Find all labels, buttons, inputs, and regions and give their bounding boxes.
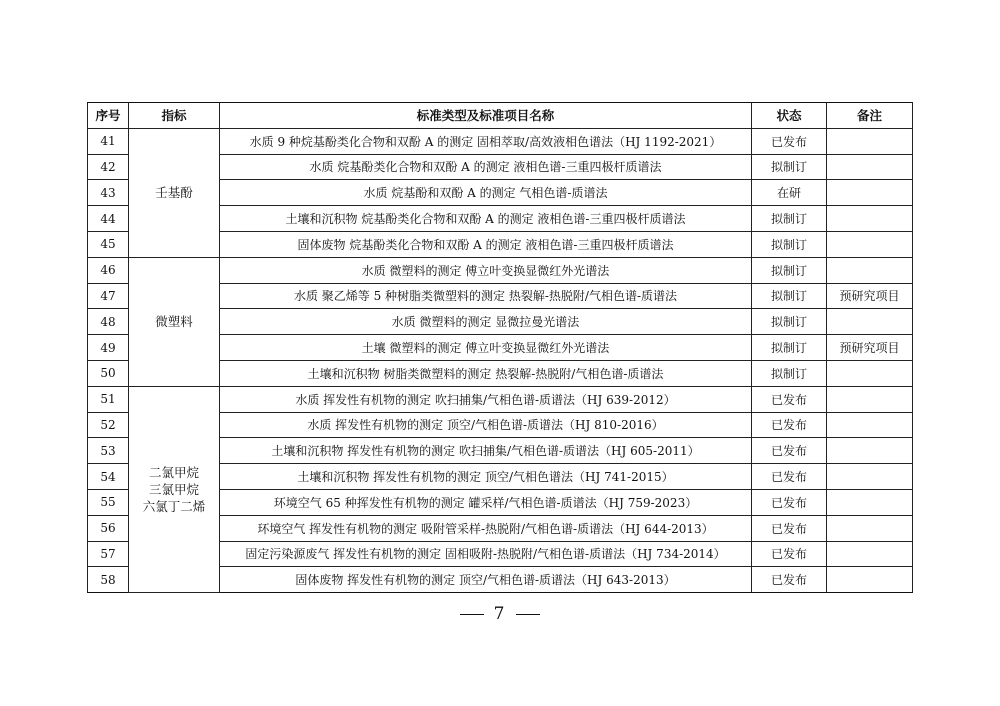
remark: [827, 206, 913, 232]
row-number: 43: [88, 180, 129, 206]
row-number: 45: [88, 231, 129, 257]
status: 已发布: [752, 128, 827, 154]
table-row: [88, 386, 913, 412]
indicator-name: 微塑料: [155, 314, 193, 330]
row-number: 57: [88, 541, 129, 567]
remark: [827, 438, 913, 464]
indicator-cell: [129, 128, 220, 257]
standard-name: 固定污染源废气 挥发性有机物的测定 固相吸附-热脱附/气相色谱-质谱法（HJ 734-2014）: [220, 541, 752, 567]
standard-name: 环境空气 65 种挥发性有机物的测定 罐采样/气相色谱-质谱法（HJ 759-2023）: [220, 489, 752, 515]
header-status: 状态: [752, 103, 827, 129]
table-header: [88, 103, 913, 129]
standard-name: 土壤 微塑料的测定 傅立叶变换显微红外光谱法: [220, 335, 752, 361]
row-number: 52: [88, 412, 129, 438]
indicator-name: 壬基酚: [155, 185, 193, 201]
status: 拟制订: [752, 283, 827, 309]
page-number-left-dash: [460, 614, 484, 615]
status: 已发布: [752, 489, 827, 515]
row-number: 44: [88, 206, 129, 232]
row-number: 49: [88, 335, 129, 361]
standards-table: [87, 102, 913, 593]
status: 已发布: [752, 567, 827, 593]
status: 拟制订: [752, 309, 827, 335]
status: 已发布: [752, 541, 827, 567]
row-number: 54: [88, 464, 129, 490]
standard-name: 水质 烷基酚类化合物和双酚 A 的测定 液相色谱-三重四极杆质谱法: [220, 154, 752, 180]
status: 拟制订: [752, 154, 827, 180]
remark: [827, 412, 913, 438]
standard-name: 环境空气 挥发性有机物的测定 吸附管采样-热脱附/气相色谱-质谱法（HJ 644-2013）: [220, 515, 752, 541]
remark: 预研究项目: [827, 283, 913, 309]
table-row: [88, 128, 913, 154]
row-number: 47: [88, 283, 129, 309]
standard-name: 土壤和沉积物 挥发性有机物的测定 顶空/气相色谱法（HJ 741-2015）: [220, 464, 752, 490]
remark: 预研究项目: [827, 335, 913, 361]
remark: [827, 515, 913, 541]
remark: [827, 257, 913, 283]
standard-name: 水质 微塑料的测定 显微拉曼光谱法: [220, 309, 752, 335]
header-row: [88, 103, 913, 129]
row-number: 58: [88, 567, 129, 593]
standard-name: 水质 挥发性有机物的测定 吹扫捕集/气相色谱-质谱法（HJ 639-2012）: [220, 386, 752, 412]
table-body: [88, 128, 913, 592]
row-number: 53: [88, 438, 129, 464]
row-number: 55: [88, 489, 129, 515]
indicator-name: 六氯丁二烯: [142, 498, 206, 514]
standard-name: 固体废物 挥发性有机物的测定 顶空/气相色谱-质谱法（HJ 643-2013）: [220, 567, 752, 593]
status: 已发布: [752, 438, 827, 464]
standard-name: 水质 9 种烷基酚类化合物和双酚 A 的测定 固相萃取/高效液相色谱法（HJ 1192-2021）: [220, 128, 752, 154]
standard-name: 水质 微塑料的测定 傅立叶变换显微红外光谱法: [220, 257, 752, 283]
row-number: 56: [88, 515, 129, 541]
remark: [827, 567, 913, 593]
remark: [827, 128, 913, 154]
status: 已发布: [752, 386, 827, 412]
status: 拟制订: [752, 360, 827, 386]
row-number: 42: [88, 154, 129, 180]
table-row: [88, 257, 913, 283]
remark: [827, 180, 913, 206]
row-number: 50: [88, 360, 129, 386]
standard-name: 固体废物 烷基酚类化合物和双酚 A 的测定 液相色谱-三重四极杆质谱法: [220, 231, 752, 257]
remark: [827, 231, 913, 257]
row-number: 46: [88, 257, 129, 283]
indicator-name: 三氯甲烷: [148, 481, 199, 497]
status: 在研: [752, 180, 827, 206]
status: 拟制订: [752, 335, 827, 361]
page-number: [0, 604, 1000, 624]
remark: [827, 386, 913, 412]
remark: [827, 309, 913, 335]
header-standard-name: 标准类型及标准项目名称: [220, 103, 752, 129]
page-number-right-dash: [516, 614, 540, 615]
indicator-name: 二氯甲烷: [148, 464, 199, 480]
page-number-value: 7: [493, 604, 507, 624]
header-indicator: 指标: [129, 103, 220, 129]
standard-name: 土壤和沉积物 烷基酚类化合物和双酚 A 的测定 液相色谱-三重四极杆质谱法: [220, 206, 752, 232]
status: 拟制订: [752, 206, 827, 232]
status: 拟制订: [752, 257, 827, 283]
row-number: 51: [88, 386, 129, 412]
indicator-cell: [129, 386, 220, 592]
standard-name: 土壤和沉积物 挥发性有机物的测定 吹扫捕集/气相色谱-质谱法（HJ 605-2011）: [220, 438, 752, 464]
indicator-cell: [129, 257, 220, 386]
remark: [827, 360, 913, 386]
standard-name: 水质 聚乙烯等 5 种树脂类微塑料的测定 热裂解-热脱附/气相色谱-质谱法: [220, 283, 752, 309]
status: 拟制订: [752, 231, 827, 257]
status: 已发布: [752, 464, 827, 490]
remark: [827, 464, 913, 490]
status: 已发布: [752, 515, 827, 541]
remark: [827, 541, 913, 567]
row-number: 48: [88, 309, 129, 335]
standard-name: 土壤和沉积物 树脂类微塑料的测定 热裂解-热脱附/气相色谱-质谱法: [220, 360, 752, 386]
remark: [827, 489, 913, 515]
header-remark: 备注: [827, 103, 913, 129]
status: 已发布: [752, 412, 827, 438]
remark: [827, 154, 913, 180]
standard-name: 水质 烷基酚和双酚 A 的测定 气相色谱-质谱法: [220, 180, 752, 206]
row-number: 41: [88, 128, 129, 154]
standard-name: 水质 挥发性有机物的测定 顶空/气相色谱-质谱法（HJ 810-2016）: [220, 412, 752, 438]
header-no: 序号: [88, 103, 129, 129]
